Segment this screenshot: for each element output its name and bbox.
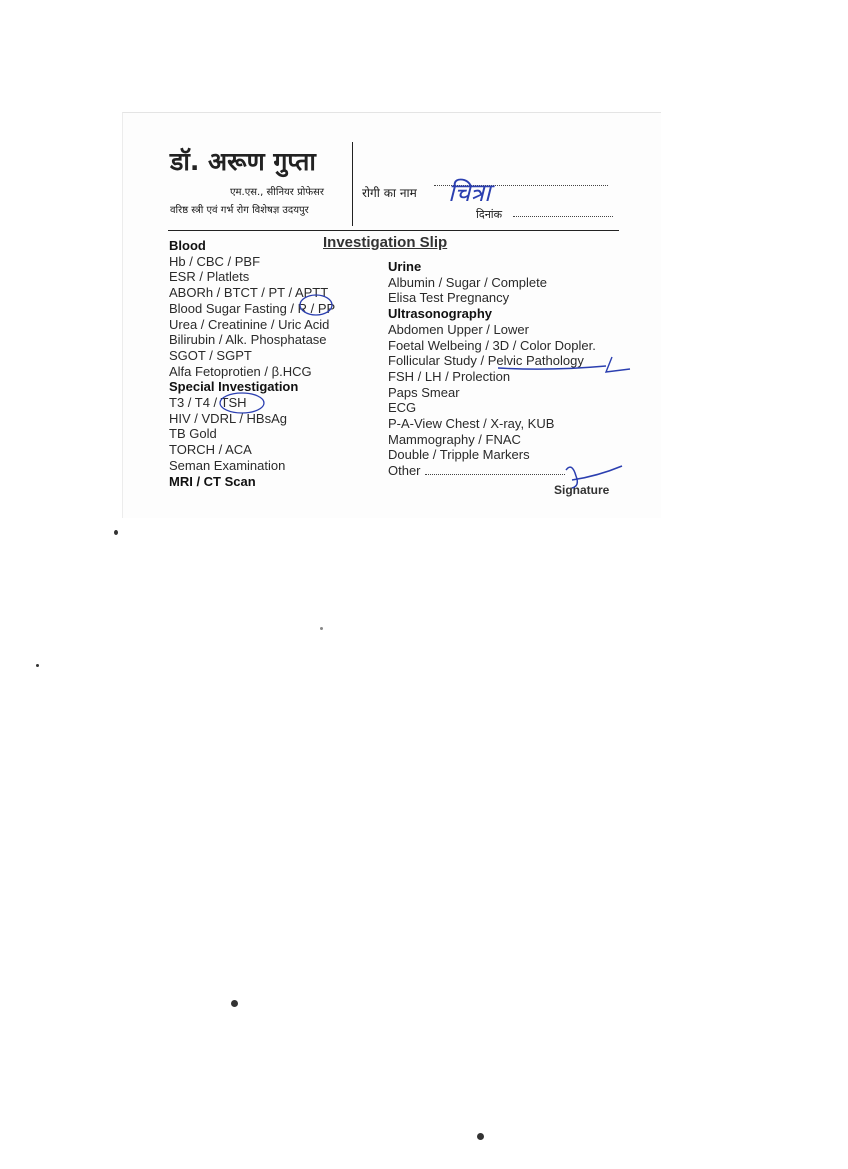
patient-name-label: रोगी का नाम: [362, 186, 417, 200]
test-item-label: T3 / T4 / TSH: [169, 395, 247, 411]
test-item-label: Albumin / Sugar / Complete: [388, 274, 547, 290]
test-item-label: Blood: [169, 238, 206, 253]
circle-mark-tsh: [220, 393, 264, 413]
slip-title: Investigation Slip: [323, 234, 448, 251]
test-item-label: Bilirubin / Alk. Phosphatase: [169, 332, 327, 348]
signature-label: Signature: [554, 483, 610, 497]
circle-mark-r: [300, 295, 332, 315]
test-item-label: Other: [388, 463, 421, 479]
test-item-label: Paps Smear: [388, 384, 460, 400]
test-item-label: Foetal Welbeing / 3D / Color Dopler.: [388, 337, 596, 353]
test-item-label: Seman Examination: [169, 457, 286, 473]
scan-speck: [114, 530, 118, 535]
doctor-degree: एम.एस., सीनियर प्रोफेसर: [230, 187, 324, 198]
test-item-label: Ultrasonography: [388, 306, 493, 322]
test-item-label: P-A-View Chest / X-ray, KUB: [388, 416, 555, 432]
test-item-label: Mammography / FNAC: [388, 431, 521, 447]
test-item-label: Urea / Creatinine / Uric Acid: [169, 316, 330, 332]
test-item-label: MRI / CT Scan: [169, 473, 256, 489]
test-item-label: ECG: [388, 400, 417, 416]
test-item-label: TORCH / ACA: [169, 442, 252, 458]
test-item-label: Special Investigation: [169, 379, 299, 395]
test-item-label: Double / Tripple Markers: [388, 447, 530, 463]
test-item-label: Abdomen Upper / Lower: [388, 321, 529, 337]
test-item-label: Alfa Fetoprotien / β.HCG: [169, 363, 312, 379]
scan-speck: [320, 627, 323, 630]
handwritten-patient-name: चित्रा: [448, 178, 491, 207]
test-item-label: Elisa Test Pregnancy: [388, 290, 510, 306]
test-item-label: Blood Sugar Fasting / R / PP: [169, 300, 336, 316]
test-item-label: HIV / VDRL / HBsAg: [169, 410, 287, 426]
doctor-speciality: वरिष्ठ स्त्री एवं गर्भ रोग विशेषज्ञ उदयपुर: [170, 205, 309, 216]
test-item-label: ESR / Platlets: [169, 269, 250, 285]
test-item-label: TB Gold: [169, 426, 217, 442]
test-item-label: SGOT / SGPT: [169, 347, 252, 363]
underline-pelvic-pathology: [498, 366, 606, 369]
scan-speck: [231, 1000, 238, 1007]
date-label: दिनांक: [476, 208, 503, 221]
test-item-label: FSH / LH / Prolection: [388, 368, 511, 384]
test-item-label: Urine: [388, 259, 422, 274]
scan-speck: [36, 664, 39, 667]
test-item-label: ABORh / BTCT / PT / APTT: [169, 285, 329, 301]
signature-scribble: [566, 466, 622, 488]
doctor-name: डॉ. अरूण गुप्ता: [170, 147, 316, 176]
test-item-label: Hb / CBC / PBF: [169, 253, 261, 269]
scan-speck: [477, 1133, 484, 1140]
test-item-label: Follicular Study / Pelvic Pathology: [388, 353, 584, 369]
tick-mark: [606, 357, 630, 372]
